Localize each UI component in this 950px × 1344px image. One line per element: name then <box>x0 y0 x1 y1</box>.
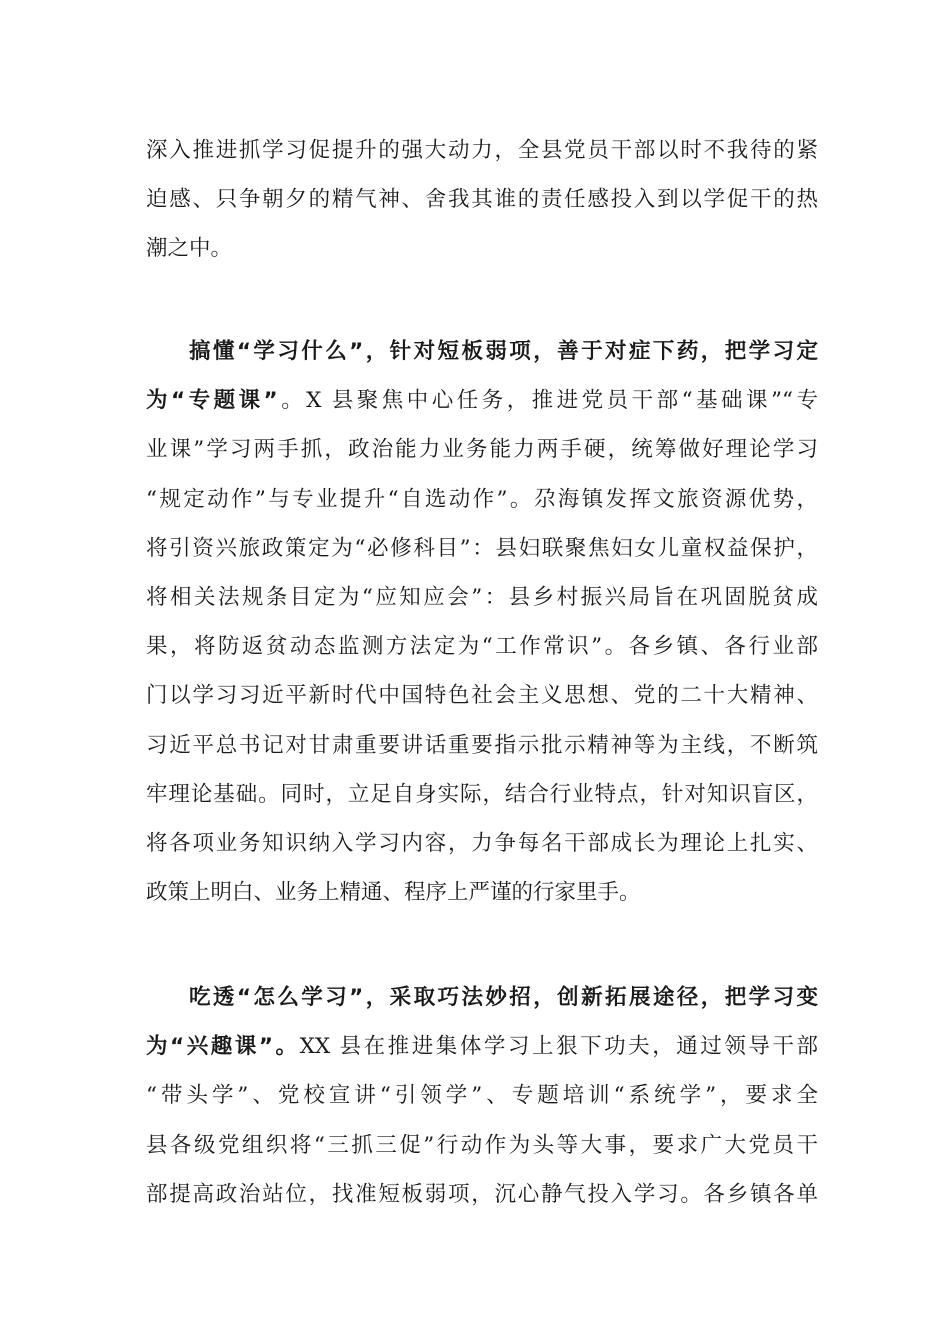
paragraph-3-line-5: 部提高政治站位，找准短板弱项，沉心静气投入学习。各乡镇各单 <box>146 1181 818 1207</box>
paragraph-2-line-5: 将引资兴旅政策定为“必修科目”：县妇联聚焦妇女儿童权益保护， <box>146 535 818 561</box>
paragraph-3-line-2-text: XX 县在推进集体学习上狠下功夫，通过领导干部 <box>299 1034 818 1060</box>
paragraph-2-line-7: 果，将防返贫动态监测方法定为“工作常识”。各乡镇、各行业部 <box>146 634 818 660</box>
paragraph-2-line-4: “规定动作”与专业提升“自选动作”。尕海镇发挥文旅资源优势， <box>146 486 818 512</box>
paragraph-2-line-11: 将各项业务知识纳入学习内容，力争每名干部成长为理论上扎实、 <box>146 830 818 856</box>
paragraph-3-line-2 <box>146 1022 818 1071</box>
paragraph-2-line-3: 业课”学习两手抓，政治能力业务能力两手硬，统筹做好理论学习 <box>146 437 818 463</box>
paragraph-2-heading-line-2: 为“专题课” <box>146 388 278 414</box>
paragraph-2 <box>146 327 818 917</box>
paragraph-3-line-3: “带头学”、党校宣讲“引领学”、专题培训“系统学”，要求全 <box>146 1083 818 1109</box>
paragraph-2-line-2 <box>146 376 818 425</box>
paragraph-2-line-8: 门以学习习近平新时代中国特色社会主义思想、党的二十大精神、 <box>146 683 818 709</box>
paragraph-1-line-2: 迫感、只争朝夕的精气神、舍我其谁的责任感投入到以学促干的热 <box>146 187 818 213</box>
paragraph-1 <box>146 126 818 274</box>
paragraph-1-line-3: 潮之中。 <box>146 236 233 262</box>
paragraph-2-line-9: 习近平总书记对甘肃重要讲话重要指示批示精神等为主线，不断筑 <box>146 732 818 758</box>
paragraph-2-line-10: 牢理论基础。同时，立足自身实际，结合行业特点，针对知识盲区， <box>146 781 818 807</box>
paragraph-3-line-4: 县各级党组织将“三抓三促”行动作为头等大事，要求广大党员干 <box>146 1132 818 1158</box>
paragraph-2-line-12: 政策上明白、业务上精通、程序上严谨的行家里手。 <box>146 880 641 906</box>
paragraph-3 <box>146 973 818 1219</box>
paragraph-2-heading-line-1: 搞懂“学习什么”，针对短板弱项，善于对症下药，把学习定 <box>189 339 818 364</box>
paragraph-2-line-2-text: 。X 县聚焦中心任务，推进党员干部“基础课”“专 <box>277 388 819 414</box>
paragraph-2-line-6: 将相关法规条目定为“应知应会”：县乡村振兴局旨在巩固脱贫成 <box>146 584 818 610</box>
paragraph-3-heading-line-2: 为“兴趣课”。 <box>146 1034 300 1060</box>
paragraph-3-heading-line-1: 吃透“怎么学习”，采取巧法妙招，创新拓展途径，把学习变 <box>189 985 818 1010</box>
paragraph-1-line-1: 深入推进抓学习促提升的强大动力，全县党员干部以时不我待的紧 <box>146 138 818 163</box>
